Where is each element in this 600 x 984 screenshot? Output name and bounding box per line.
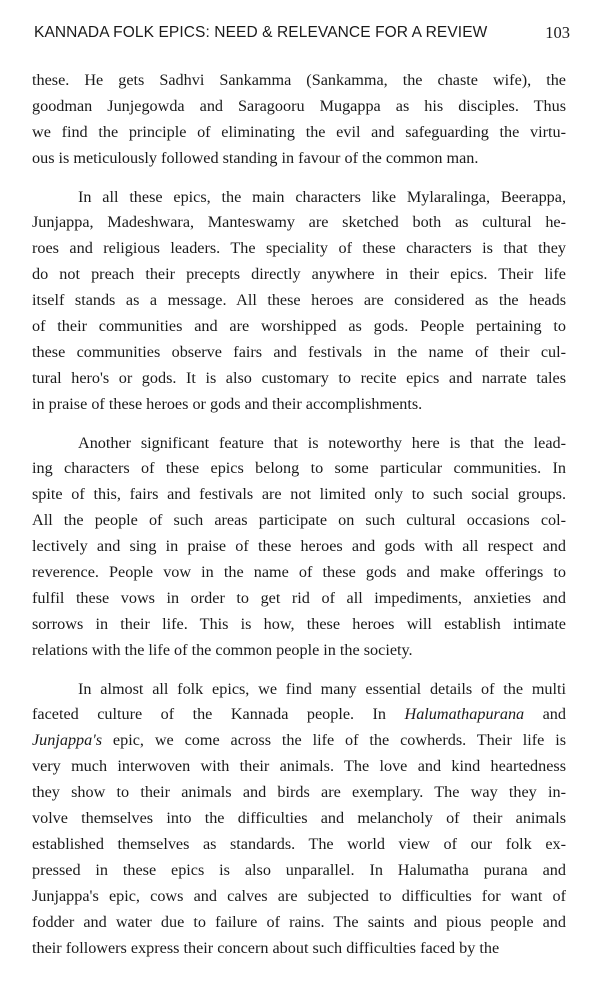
text-line: spite of this, fairs and festivals are not limited only to such social groups. <box>32 485 566 504</box>
text-line: fodder and water due to failure of rains. The saints and pious people and <box>32 912 566 931</box>
text-line: these communities observe fairs and festivals in the name of their cul- <box>32 342 566 361</box>
text-line: we find the principle of eliminating the evil and safeguarding the virtu- <box>32 122 566 141</box>
text-line: Junjappa, Madeshwara, Manteswamy are sketched both as cultural he- <box>32 213 566 232</box>
text-line: volve themselves into the difficulties and melancholy of their animals <box>32 809 566 828</box>
running-head-title: KANNADA FOLK EPICS: NEED & RELEVANCE FOR A REVIEW <box>34 24 488 41</box>
text-line: All the people of such areas participate on such cultural occasions col- <box>32 511 566 530</box>
text-line: their followers express their concern about such difficulties faced by the <box>32 938 500 957</box>
text-line: reverence. People vow in the name of these gods and make offerings to <box>32 563 566 582</box>
text-line: pressed in these epics is also unparallel. In Halumatha purana and <box>32 860 566 879</box>
body-text <box>32 68 566 974</box>
text-line: these. He gets Sadhvi Sankamma (Sankamma, the chaste wife), the <box>32 71 566 89</box>
text-line: do not preach their precepts directly anywhere in their epics. Their life <box>32 265 566 284</box>
text-line: fulfil these vows in order to get rid of all impediments, anxieties and <box>32 588 566 607</box>
paragraph <box>32 185 566 418</box>
text-line: Another significant feature that is noteworthy here is that the lead- <box>78 433 566 452</box>
text-line: they show to their animals and birds are exemplary. The way they in- <box>32 783 566 802</box>
text-line: tural hero's or gods. It is also customary to recite epics and narrate tales <box>32 368 566 387</box>
text-line: relations with the life of the common people in the society. <box>32 640 413 659</box>
text-line: ous is meticulously followed standing in favour of the common man. <box>32 148 479 167</box>
text-line: very much interwoven with their animals. The love and kind heartedness <box>32 757 566 776</box>
text-line: established themselves as standards. The world view of our folk ex- <box>32 834 566 853</box>
page-number: 103 <box>545 23 570 42</box>
text-line: roes and religious leaders. The speciality of these characters is that they <box>32 239 566 258</box>
text-line: lectively and sing in praise of these heroes and gods with all respect and <box>32 537 566 556</box>
italic-title: Junjappa's <box>32 731 103 750</box>
text-line: itself stands as a message. All these heroes are considered as the heads <box>32 291 566 310</box>
text-line: faceted culture of the Kannada people. In Halumathapurana and <box>32 705 566 724</box>
running-head <box>34 20 570 46</box>
text-line: ing characters of these epics belong to some particular communities. In <box>32 459 566 478</box>
text-line: In almost all folk epics, we find many essential details of the multi <box>78 679 566 698</box>
text-line: goodman Junjegowda and Saragooru Mugappa as his disciples. Thus <box>32 96 566 115</box>
text-line: sorrows in their life. This is how, these heroes will establish intimate <box>32 614 566 633</box>
text-line: Junjappa's epic, we come across the life of the cowherds. Their life is <box>32 731 566 750</box>
text-line: of their communities and are worshipped as gods. People pertaining to <box>32 317 566 336</box>
paragraph <box>32 68 566 172</box>
text-line: In all these epics, the main characters like Mylaralinga, Beerappa, <box>78 187 566 206</box>
italic-title: Halumathapurana <box>404 705 525 724</box>
text-line: in praise of these heroes or gods and their accomplishments. <box>32 394 423 413</box>
paragraph <box>32 431 566 664</box>
text-line: Junjappa's epic, cows and calves are subjected to difficulties for want of <box>32 886 566 905</box>
paragraph <box>32 677 566 962</box>
